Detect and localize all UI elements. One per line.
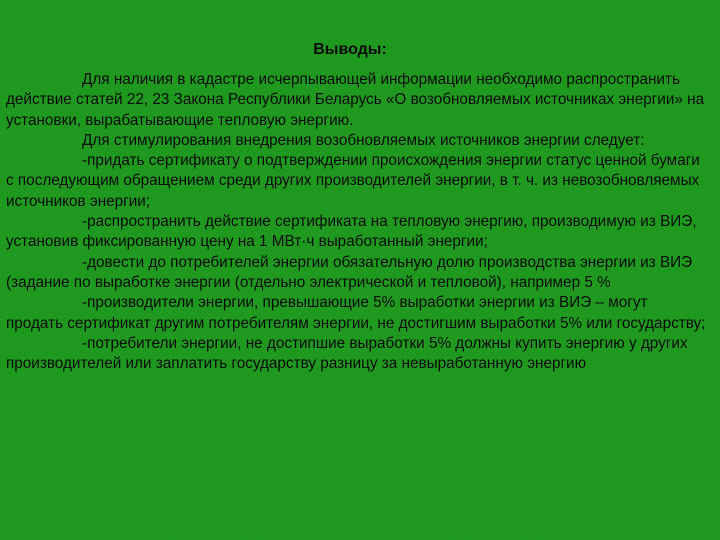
paragraph-consumers-buy: -потребители энергии, не достипшие выработки 5% должны купить энергию у других производителей или заплатить государству разницу за невыработанную энергию <box>6 334 688 373</box>
paragraph-stimulation-intro: Для стимулирования внедрения возобновляемых источников энергии следует: <box>82 131 645 149</box>
paragraph-cadastre: Для наличия в кадастре исчерпывающей информации необходимо распространить действие статей 22, 23 Закона Республики Беларусь «О возобновляемых источниках энергии» на установки, вырабатывающие тепловую энергию. <box>6 71 705 129</box>
paragraph-certificate-security: -придать сертификату о подтверждении происхождения энергии статус ценной бумаги с последующим обращением среди других производителей энергии, в т. ч. из невозобновляемых источников энергии; <box>6 152 700 210</box>
paragraph-mandatory-share: -довести до потребителей энергии обязательную долю производства энергии из ВИЭ (задание по выработке энергии (отдельно электрической и тепловой), например 5 % <box>6 253 693 291</box>
slide-body <box>6 70 706 374</box>
paragraph-certificate-heat: -распространить действие сертификата на тепловую энергию, производимую из ВИЭ, установив фиксированную цену на 1 МВт·ч выработанный энергии; <box>6 213 697 251</box>
paragraph-producers-sell: -производители энергии, превышающие 5% выработки энергии из ВИЭ – могут продать сертификат другим потребителям энергии, не достигшим выработки 5% или государству; <box>6 294 706 332</box>
slide-title: Выводы: <box>313 41 387 58</box>
